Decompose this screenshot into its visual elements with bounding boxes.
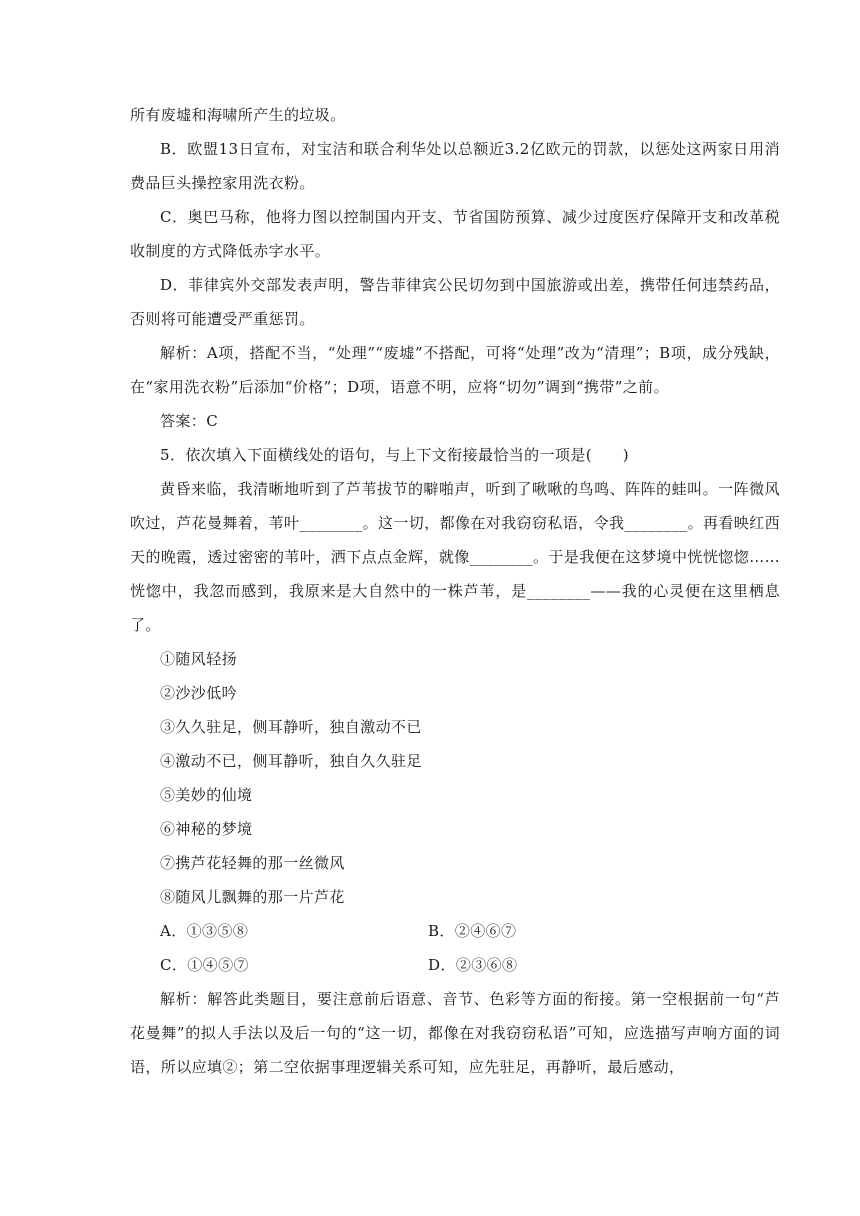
question-4-option-c: C．奥巴马称，他将力图以控制国内开支、节省国防预算、减少过度医疗保障开支和改革税收制度的方式降低赤字水平。: [130, 208, 780, 260]
question-5-options-row: [130, 948, 780, 982]
question-5-analysis: 解析：解答此类题目，要注意前后语意、音节、色彩等方面的衔接。第一空根据前一句“芦花曼舞”的拟人手法以及后一句的“这一切，都像在对我窃窃私语”可知，应选描写声响方面的词语，所以应填②；第二空依据事理逻辑关系可知，应先驻足，再静听，最后感动，: [130, 990, 780, 1076]
question-5-options-row: [130, 914, 780, 948]
question-5-item: ⑥神秘的梦境: [160, 820, 253, 838]
question-5-item: ①随风轻扬: [160, 650, 238, 668]
question-4-option-a-continued: 所有废墟和海啸所产生的垃圾。: [130, 106, 346, 124]
question-5-item: ⑤美妙的仙境: [160, 786, 253, 804]
question-5-passage: 黄昏来临，我清晰地听到了芦苇拔节的噼啪声，听到了啾啾的鸟鸣、阵阵的蛙叫。一阵微风吹过，芦花曼舞着，苇叶________。这一切，都像在对我窃窃私语，令我________。再看映红西天的晚霞，透过密密的苇叶，洒下点点金辉，就像________。于是我便在这梦境中恍恍惚惚……恍惚中，我忽而感到，我原来是大自然中的一株芦苇，是________——我的心灵便在这里栖息了。: [130, 480, 781, 634]
document-body: [130, 98, 780, 1084]
question-5-item: ②沙沙低吟: [160, 684, 238, 702]
question-5-item: ⑧随风儿飘舞的那一片芦花: [160, 888, 345, 906]
question-5-stem: 5．依次填入下面横线处的语句，与上下文衔接最恰当的一项是( ): [160, 446, 630, 464]
question-4-option-d: D．菲律宾外交部发表声明，警告菲律宾公民切勿到中国旅游或出差，携带任何违禁药品，否则将可能遭受严重惩罚。: [130, 276, 780, 328]
question-4-answer: 答案：C: [160, 412, 219, 430]
question-5-item: ③久久驻足，侧耳静听，独自激动不已: [160, 718, 422, 736]
choice-d: D．②③⑥⑧: [428, 956, 518, 974]
choice-b: B．②④⑥⑦: [428, 922, 517, 940]
question-4-analysis: 解析：A项，搭配不当，“处理”“废墟”不搭配，可将“处理”改为“清理”；B项，成分残缺，在“家用洗衣粉”后添加“价格”；D项，语意不明，应将“切勿”调到“携带”之前。: [130, 344, 780, 396]
choice-c: C．①④⑤⑦: [160, 956, 249, 974]
question-5-item: ④激动不已，侧耳静听，独自久久驻足: [160, 752, 422, 770]
question-4-option-b: B．欧盟13日宣布，对宝洁和联合利华处以总额近3.2亿欧元的罚款，以惩处这两家日用消费品巨头操控家用洗衣粉。: [130, 140, 780, 192]
question-5-item: ⑦携芦花轻舞的那一丝微风: [160, 854, 345, 872]
choice-a: A．①③⑤⑧: [160, 922, 249, 940]
